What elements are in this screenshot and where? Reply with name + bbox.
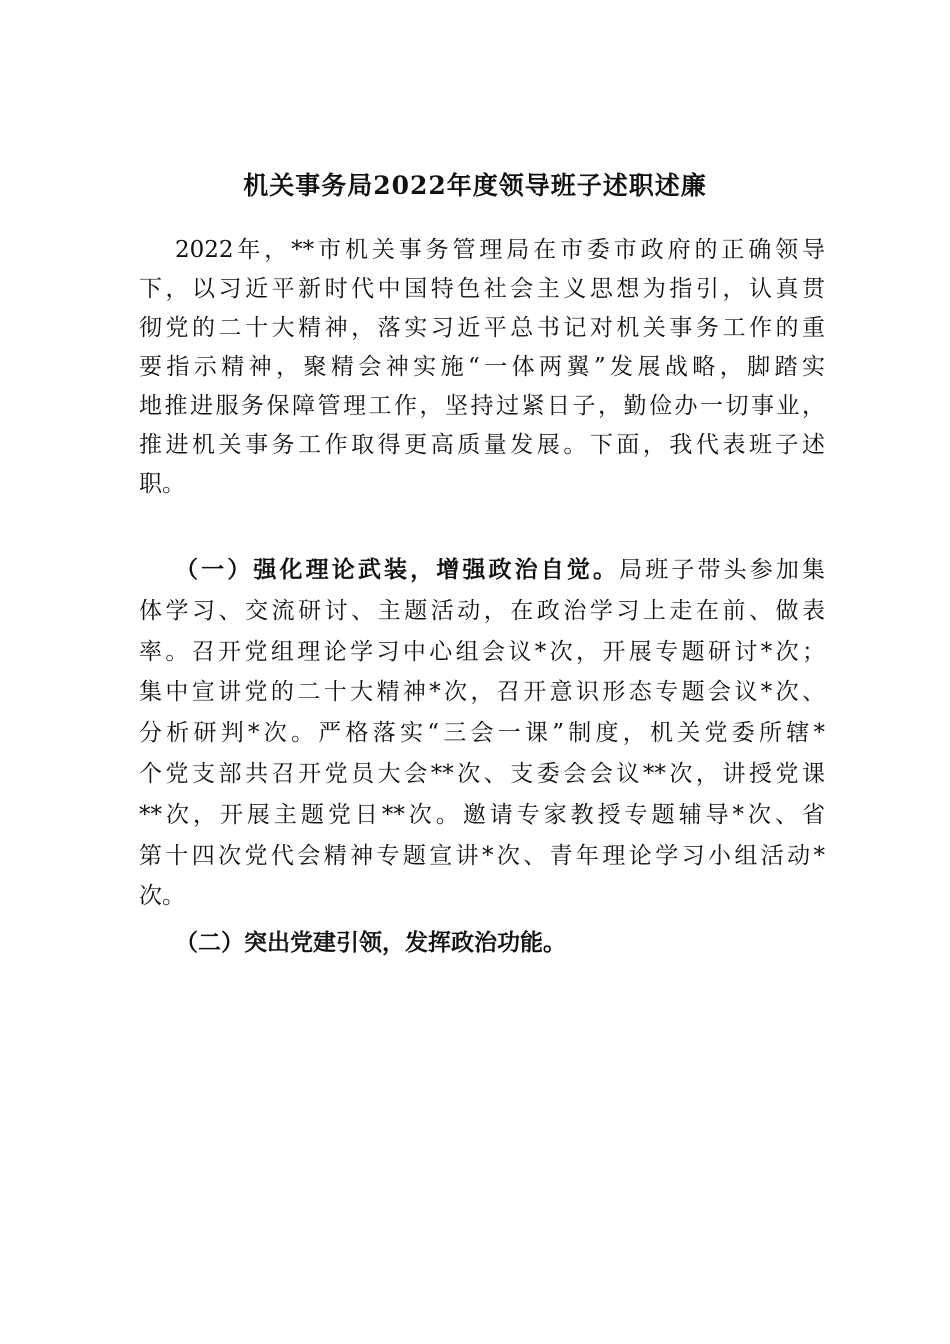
paragraph-line: 推进机关事务工作取得更高质量发展。下面，我代表班子述 <box>139 432 825 458</box>
paragraph-line: 体学习、交流研讨、主题活动，在政治学习上走在前、做表 <box>139 597 825 624</box>
paragraph-line: 率。召开党组理论学习中心组会议*次，开展专题研讨*次； <box>139 638 825 665</box>
paragraph-line: **次，开展主题党日**次。邀请专家教授专题辅导*次、省 <box>139 801 825 828</box>
section-1-heading: （一）强化理论武装，增强政治自觉。 <box>175 556 620 583</box>
document-title: 机关事务局2022年度领导班子述职述廉 <box>243 171 707 200</box>
paragraph-line: 2022年，**市机关事务管理局在市委市政府的正确领导 <box>175 237 825 263</box>
section-1-text: 局班子带头参加集 <box>619 557 825 583</box>
paragraph-line: 个党支部共召开党员大会**次、支委会会议**次，讲授党课 <box>139 760 825 787</box>
section-2-heading: （二）突出党建引领，发挥政治功能。 <box>175 929 566 956</box>
paragraph-line: 次。 <box>139 883 185 910</box>
paragraph-line <box>139 550 825 591</box>
paragraph-line: 要指示精神，聚精会神实施“一体两翼”发展战略，脚踏实 <box>139 354 825 380</box>
paragraph-line: 分析研判*次。严格落实“三会一课”制度，机关党委所辖* <box>139 720 825 747</box>
paragraph-line: 下，以习近平新时代中国特色社会主义思想为指引，认真贯 <box>139 276 825 302</box>
paragraph-line: 职。 <box>139 471 185 497</box>
paragraph-line: 第十四次党代会精神专题宣讲*次、青年理论学习小组活动* <box>139 842 825 869</box>
section-1-paragraph <box>139 550 825 917</box>
paragraph-line: 集中宣讲党的二十大精神*次，召开意识形态专题会议*次、 <box>139 679 825 706</box>
intro-paragraph <box>139 231 825 504</box>
paragraph-line: 彻党的二十大精神，落实习近平总书记对机关事务工作的重 <box>139 315 825 341</box>
paragraph-line: 地推进服务保障管理工作，坚持过紧日子，勤俭办一切事业， <box>139 393 825 419</box>
